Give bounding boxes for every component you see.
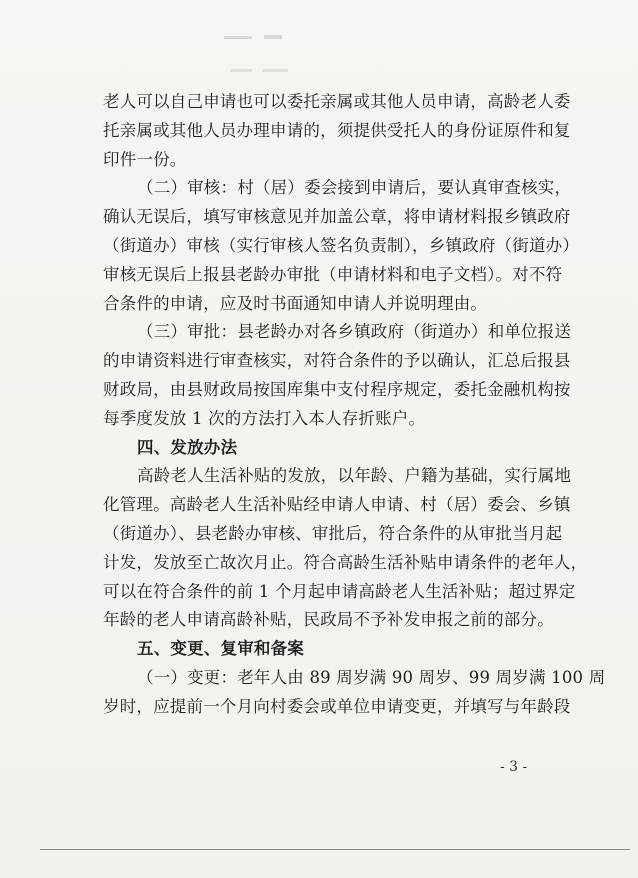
body-line: 托亲属或其他人员办理申请的，须提供受托人的身份证原件和复 (103, 120, 571, 140)
page-number: - 3 - (500, 759, 528, 775)
scan-artifact-second (230, 68, 300, 74)
body-text (103, 88, 606, 722)
body-line: 计发，发放至亡故次月止。符合高龄生活补贴申请条件的老年人， (103, 552, 588, 572)
body-line: 高龄老人生活补贴的发放，以年龄、户籍为基础，实行属地 (137, 466, 572, 486)
body-line: 审核无误后上报县老龄办审批（申请材料和电子文档）。对不符 (103, 264, 563, 284)
scan-artifact-top (224, 34, 314, 42)
body-line: （一）变更：老年人由 89 周岁满 90 周岁、99 周岁满 100 周 (137, 667, 606, 687)
body-line: （三）审批：县老龄办对各乡镇政府（街道办）和单位报送 (137, 322, 572, 342)
body-line: 的申请资料进行审查核实，对符合条件的予以确认，汇总后报县 (103, 351, 571, 371)
body-line: 年龄的老人申请高龄补贴，民政局不予补发申报之前的部分。 (103, 610, 554, 630)
body-line: （街道办）审核（实行审核人签名负责制），乡镇政府（街道办） (103, 235, 580, 255)
section-heading: 五、变更、复审和备案 (137, 639, 304, 659)
body-line: 岁时，应提前一个月向村委会或单位申请变更，并填写与年龄段 (103, 696, 571, 716)
body-line: 印件一份。 (103, 149, 187, 169)
body-line: 确认无误后，填写审核意见并加盖公章，将申请材料报乡镇政府 (103, 207, 571, 227)
body-line: （二）审核：村（居）委会接到申请后，要认真审查核实， (137, 178, 572, 198)
body-line: 财政局，由县财政局按国库集中支付程序规定，委托金融机构按 (103, 379, 571, 399)
body-line: 每季度发放 1 次的方法打入本人存折账户。 (103, 408, 426, 428)
footer-divider (40, 849, 630, 850)
body-line: 老人可以自己申请也可以委托亲属或其他人员申请，高龄老人委 (103, 92, 571, 111)
body-line: 可以在符合条件的前 1 个月起申请高龄老人生活补贴；超过界定 (103, 581, 576, 601)
body-line: 化管理。高龄老人生活补贴经申请人申请、村（居）委会、乡镇 (103, 495, 571, 515)
body-line: 合条件的申请，应及时书面通知申请人并说明理由。 (103, 293, 488, 313)
body-line: （街道办）、县老龄办审核、审批后，符合条件的从审批当月起 (103, 523, 563, 543)
section-heading: 四、发放办法 (137, 437, 238, 457)
